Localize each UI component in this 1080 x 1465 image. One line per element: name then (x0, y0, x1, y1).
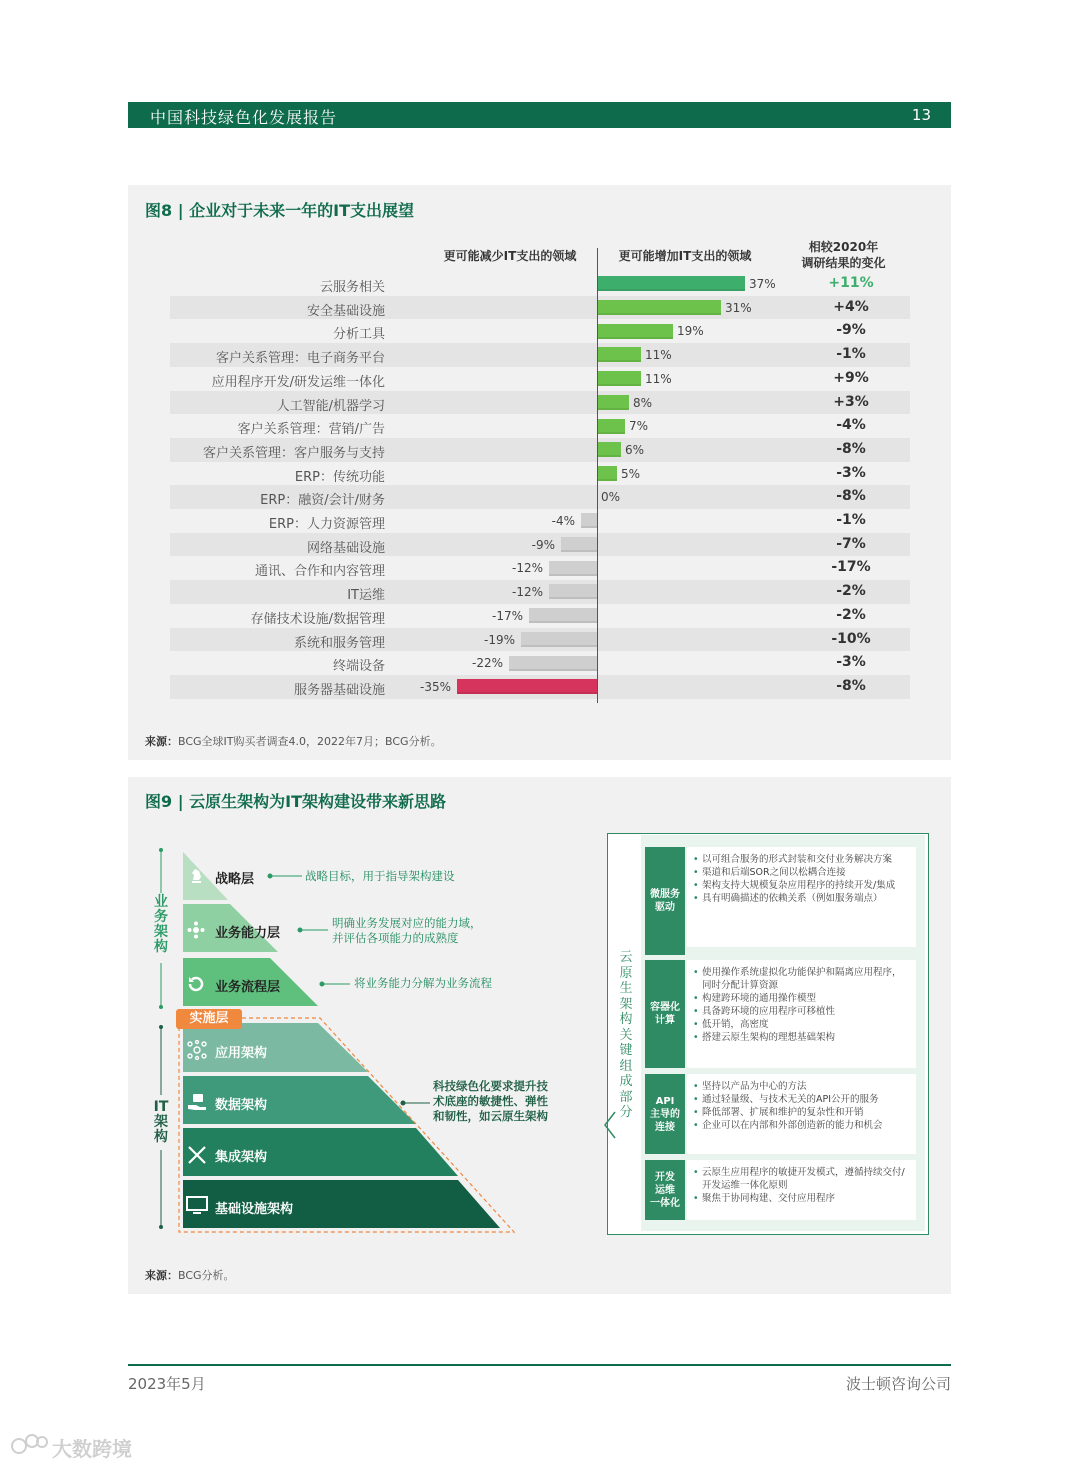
footer-rule (128, 1364, 951, 1366)
footer-date: 2023年5月 (128, 1375, 206, 1393)
source-text: BCG全球IT购买者调查4.0，2022年7月；BCG分析。 (178, 735, 442, 748)
bar (597, 300, 721, 315)
footer-company: 波士顿咨询公司 (845, 1375, 951, 1393)
category-label: 客户关系管理：电子商务平台 (215, 351, 385, 367)
value-label: -9% (531, 537, 555, 552)
microservices-label: 微服务 驱动 (645, 847, 685, 955)
bar (597, 395, 629, 410)
list-item: • 具备跨环境的应用程序可移植性 (693, 1005, 910, 1018)
value-label: -17% (491, 608, 523, 623)
list-item: • 渠道和后端SOR之间以松耦合连接 (693, 866, 910, 879)
change-value: -7% (836, 535, 866, 552)
application-layer-label: 应用架构 (215, 1046, 268, 1061)
process-layer-label: 业务流程层 (215, 980, 281, 995)
devops-items (687, 1160, 916, 1220)
data-layer-label: 数据架构 (215, 1098, 268, 1113)
cycle-icon (186, 974, 206, 994)
integration-layer-label: 集成架构 (215, 1150, 268, 1165)
figure-9-source (145, 1267, 235, 1283)
strategy-layer-label: 战略层 (215, 872, 255, 887)
category-label: IT运维 (347, 588, 385, 604)
bar (597, 419, 625, 434)
strategy-layer-note: 战略目标，用于指导架构建设 (305, 869, 455, 883)
tools-icon (186, 1144, 208, 1166)
category-label: 服务器基础设施 (293, 682, 385, 698)
value-label: 37% (749, 277, 776, 291)
category-label: ERP：人力资源管理 (268, 517, 385, 532)
change-value: -4% (836, 417, 866, 434)
figure-8-source (145, 733, 442, 749)
list-item: • 降低部署、扩展和维护的复杂性和开销 (693, 1106, 910, 1119)
it-architecture-side-label: IT架构 (153, 1099, 169, 1145)
category-label: 通讯、合作和内容管理 (254, 564, 385, 580)
category-label: 客户关系管理：客户服务与支持 (202, 445, 385, 461)
container-compute-label: 容器化 计算 (645, 960, 685, 1068)
list-item: • 架构支持大规模复杂应用程序的持续开发/集成 (693, 879, 910, 892)
column-header-decrease: 更可能减少IT支出的领域 (443, 249, 577, 263)
category-label: 终端设备 (332, 659, 385, 675)
category-label: ERP：传统功能 (294, 469, 385, 485)
value-label: 19% (677, 324, 704, 339)
capability-layer-note: 明确业务发展对应的能力域， 并评估各项能力的成熟度 (332, 916, 482, 945)
zero-axis-line (597, 248, 598, 703)
watermark-text: 大数跨境 (52, 1437, 132, 1461)
list-item: • 坚持以产品为中心的方法 (693, 1080, 910, 1093)
bar (597, 276, 745, 291)
change-value: -9% (836, 322, 866, 339)
bar (529, 608, 597, 623)
change-value: +4% (833, 298, 869, 315)
category-label: 人工智能/机器学习 (276, 398, 385, 414)
change-value: -10% (831, 630, 871, 647)
list-item: • 云原生应用程序的敏捷开发模式，遵循持续交付/开发运维一体化原则 (693, 1166, 910, 1192)
bar (561, 537, 597, 552)
microservices-items (687, 847, 916, 947)
change-value: -8% (836, 440, 866, 457)
value-label: 7% (629, 419, 649, 434)
value-label: -12% (511, 561, 543, 576)
list-item: • 通过轻量级、与技术无关的API公开的服务 (693, 1093, 910, 1106)
source-label: 来源： (145, 735, 178, 748)
chess-knight-icon (186, 866, 206, 886)
value-label: -35% (419, 679, 451, 694)
implementation-layer-note: 科技绿色化要求提升技 术底座的敏捷性、弹性 和韧性，如云原生架构 (433, 1079, 548, 1123)
process-layer-note: 将业务能力分解为业务流程 (354, 976, 492, 990)
value-label: 31% (725, 300, 752, 315)
value-label: -19% (483, 632, 515, 647)
change-value: +9% (833, 369, 869, 386)
bar (521, 632, 597, 647)
list-item: • 企业可以在内部和外部创造新的能力和机会 (693, 1119, 910, 1132)
category-label: 存储技术设施/数据管理 (250, 611, 385, 627)
api-connect-items (687, 1074, 916, 1154)
bar (597, 371, 641, 386)
value-label: -12% (511, 585, 543, 600)
business-architecture-side-label: 业务架构 (154, 894, 168, 955)
cloud-native-vertical-title: 云原生架构关键组成部分 (619, 950, 633, 1120)
list-item: • 聚焦于协同构建、交付应用程序 (693, 1192, 910, 1205)
change-value: -3% (836, 464, 866, 481)
bar (457, 679, 597, 694)
devops-label: 开发 运维 一体化 (645, 1160, 685, 1220)
category-label: 客户关系管理：营销/广告 (237, 422, 385, 438)
category-label: 系统和服务管理 (293, 635, 385, 651)
bar (597, 347, 641, 362)
category-label: 云服务相关 (319, 280, 385, 295)
bar (549, 561, 597, 576)
value-label: 11% (645, 371, 672, 386)
value-label: -22% (471, 656, 503, 671)
api-connect-label: API 主导的 连接 (645, 1074, 685, 1154)
figure-8-title: 图8 | 企业对于未来一年的IT支出展望 (145, 201, 414, 220)
change-value: -2% (836, 583, 866, 600)
change-value: -8% (836, 488, 866, 505)
source-label: 来源： (145, 1269, 178, 1282)
list-item: • 以可组合服务的形式封装和交付业务解决方案 (693, 853, 910, 866)
bar (509, 656, 597, 671)
column-header-increase: 更可能增加IT支出的领域 (618, 249, 752, 263)
list-item: • 具有明确描述的依赖关系（例如服务端点） (693, 892, 910, 905)
bar (597, 466, 617, 481)
value-label: 6% (625, 442, 645, 457)
list-item: • 构建跨环境的通用操作模型 (693, 992, 910, 1005)
left-pointer-arrow (600, 1110, 620, 1140)
value-label: 11% (645, 348, 672, 363)
change-value: -1% (836, 346, 866, 363)
figure-9-title: 图9 | 云原生架构为IT架构建设带来新思路 (145, 792, 446, 811)
change-value: +11% (828, 275, 874, 291)
category-label: 应用程序开发/研发运维一体化 (211, 374, 385, 390)
watermark-logo-icon (10, 1432, 50, 1456)
change-value: -8% (836, 677, 866, 694)
list-item: • 搭建云原生架构的理想基础架构 (693, 1031, 910, 1044)
category-label: 安全基础设施 (306, 303, 385, 319)
change-value: -17% (831, 559, 871, 576)
change-value: +3% (833, 393, 869, 410)
category-label: 分析工具 (332, 327, 385, 343)
category-label: 网络基础设施 (306, 540, 385, 556)
value-label: -4% (551, 514, 575, 528)
list-item: • 低开销，高密度 (693, 1018, 910, 1031)
container-compute-items (687, 960, 916, 1068)
bar (549, 584, 597, 599)
network-nodes-icon (186, 1040, 208, 1060)
source-text: BCG分析。 (178, 1269, 235, 1282)
change-value: -2% (836, 606, 866, 623)
value-label: 5% (621, 466, 641, 481)
page-number: 13 (911, 106, 931, 124)
change-value: -3% (836, 654, 866, 671)
monitor-icon (186, 1196, 208, 1216)
data-hand-icon (186, 1092, 208, 1112)
bar (597, 442, 621, 457)
infrastructure-layer-label: 基础设施架构 (215, 1202, 294, 1217)
gear-flower-icon (186, 920, 206, 940)
value-label: 8% (633, 395, 653, 410)
implementation-layer-badge: 实施层 (176, 1009, 242, 1029)
list-item: • 使用操作系统虚拟化功能保护和隔离应用程序，同时分配计算资源 (693, 966, 910, 992)
capability-layer-label: 业务能力层 (215, 926, 281, 941)
column-header-change: 相较2020年 调研结果的变化 (801, 240, 886, 270)
change-value: -1% (836, 512, 866, 528)
bar (581, 513, 597, 528)
bar (597, 324, 673, 339)
value-label: 0% (601, 490, 621, 505)
report-title: 中国科技绿色化发展报告 (150, 108, 338, 127)
category-label: ERP：融资/会计/财务 (260, 493, 385, 509)
